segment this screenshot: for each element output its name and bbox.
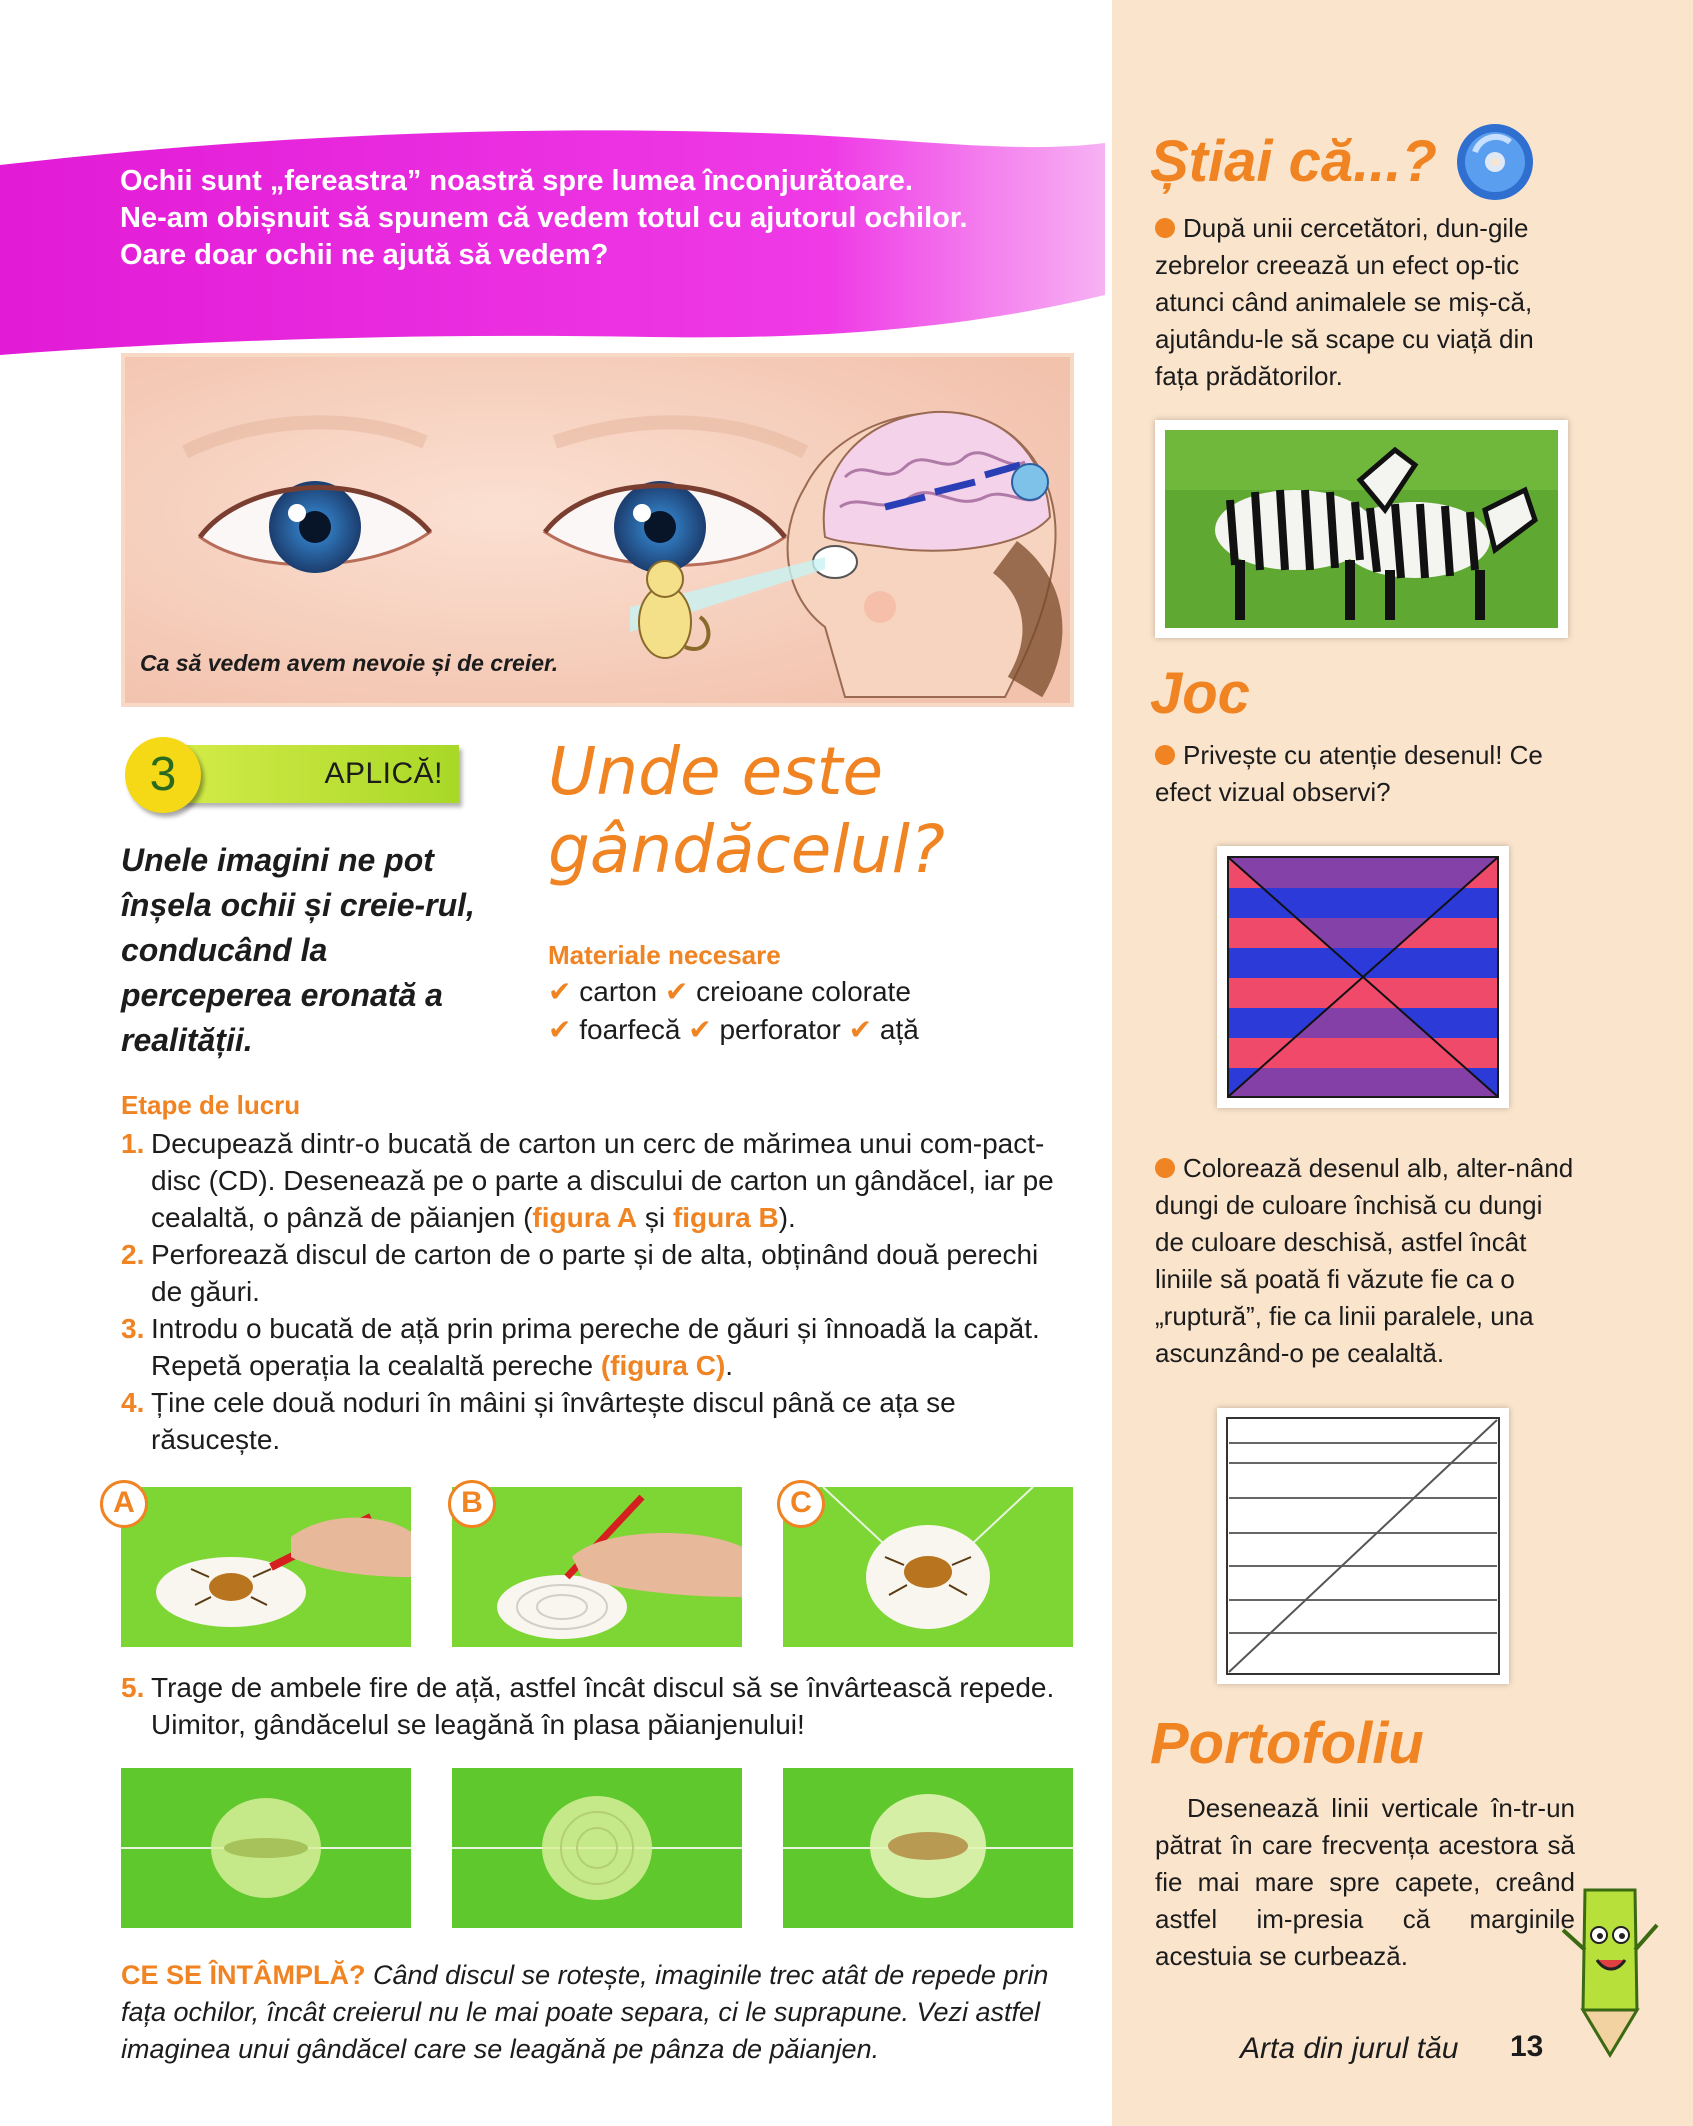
steps-title: Etape de lucru (121, 1090, 301, 1120)
figure-c-picture (783, 1487, 1073, 1647)
step-text: Ține cele două noduri în mâini și învârtește discul până ce ața se răsucește. (151, 1387, 956, 1455)
joc-text (1155, 737, 1575, 811)
step-number: 4. (121, 1387, 145, 1418)
illusion-lines-picture (1217, 1408, 1509, 1684)
figure-c-badge: C (777, 1480, 825, 1528)
stiai-paragraph: După unii cercetători, dun-gile zebrelor creează un efect op-tic atunci când animalele se miș-că, ajutându-le să scape cu viață din fața prădătorilor. (1155, 213, 1534, 391)
materials-line-2 (548, 1013, 919, 1046)
figure-a-ref: figura A (532, 1202, 638, 1233)
stiai-text (1155, 210, 1575, 395)
joc-heading: Joc (1150, 661, 1250, 726)
joc-paragraph-2: Colorează desenul alb, alter-nând dungi de culoare închisă cu dungi de culoare deschisă, astfel încât liniile să poată fi văzute fie ca o „ruptură”, fie ca linii paralele, una ascunzând-o pe cealaltă. (1155, 1153, 1574, 1368)
pencil-mascot-icon (1555, 1880, 1665, 2060)
zebra-picture (1155, 420, 1568, 638)
portofoliu-heading: Portofoliu (1150, 1711, 1424, 1776)
materials-line-1 (548, 975, 911, 1008)
spinning-picture-1 (121, 1768, 411, 1928)
activity-title (548, 733, 1068, 889)
spinning-photo-1 (121, 1768, 411, 1928)
banner-line: Ochii sunt „fereastra” noastră spre lumea înconjurătoare. (120, 165, 913, 197)
what-happens-text: Când discul se rotește, imaginile trec atât de repede prin fața ochilor, încât creierul nu le mai poate separa, ci le suprapune. Vezi astfel imaginea unui gândăcel care se leagănă pe pânza de păianjen. (121, 1960, 1049, 2064)
bullet-icon (1155, 1158, 1175, 1178)
intro-paragraph: Unele imagini ne pot înșela ochii și creie-rul, conducând la perceperea eronată a realității. (121, 842, 475, 1058)
spinning-picture-3 (783, 1768, 1073, 1928)
step-number: 3. (121, 1313, 145, 1344)
step-text: Perforează discul de carton de o parte și de alta, obținând două perechi de găuri. (151, 1239, 1039, 1307)
intro-banner-text (120, 163, 1050, 274)
optical-illusion-blank (1217, 1408, 1509, 1684)
check-icon: ✔ (688, 1014, 712, 1045)
illustration-caption: Ca să vedem avem nevoie și de creier. (140, 650, 559, 676)
step-text-part: Decupează dintr-o bucată de carton un cerc de mărimea unui com-pact-disc (CD). Desenează pe o parte a discului de carton un gândăcel, iar pe cealaltă, o pânză de păianjen ( (151, 1128, 1054, 1233)
spinning-picture-2 (452, 1768, 742, 1928)
joc-paragraph: Privește cu atenție desenul! Ce efect vizual observi? (1155, 740, 1543, 807)
material-item: creioane colorate (696, 976, 911, 1007)
step-number: 1. (121, 1128, 145, 1159)
step-text (151, 1310, 1071, 1384)
activity-title-line: Unde este (548, 733, 884, 810)
aplica-number: 3 (125, 737, 201, 813)
cd-icon (1455, 122, 1535, 202)
step-number: 5. (121, 1672, 145, 1703)
figure-b-photo (452, 1487, 742, 1647)
optical-illusion-colored (1217, 846, 1509, 1108)
step-text-part: ). (778, 1202, 796, 1233)
step-text-part: Introdu o bucată de ață prin prima pereche de găuri și înnoadă la capăt. Repetă operația la cealaltă pereche (151, 1313, 1040, 1381)
material-item: perforator (719, 1014, 841, 1045)
step-number: 2. (121, 1239, 145, 1270)
banner-line: Oare doar ochii ne ajută să vedem? (120, 239, 609, 271)
activity-title-line: gândăcelul? (548, 811, 945, 888)
check-icon: ✔ (548, 1014, 572, 1045)
step-text-part: și (637, 1202, 673, 1233)
footer-book-title: Arta din jurul tău (1240, 2032, 1459, 2065)
material-item: ață (879, 1014, 919, 1045)
aplica-header (125, 737, 465, 811)
check-icon: ✔ (848, 1014, 873, 1045)
zebra-photo (1155, 420, 1568, 638)
bullet-icon (1155, 745, 1175, 765)
check-icon: ✔ (548, 976, 572, 1007)
figure-a-photo (121, 1487, 411, 1647)
spinning-photo-3 (783, 1768, 1073, 1928)
step-text: Trage de ambele fire de ață, astfel încât discul să se învârtească repede. Uimitor, gândăcelul se leagănă în plasa păianjenului! (151, 1672, 1055, 1740)
step-3 (121, 1310, 1081, 1384)
step-1 (121, 1125, 1081, 1236)
figure-a-picture (121, 1487, 411, 1647)
what-happens-label: CE SE ÎNTÂMPLĂ? (121, 1960, 366, 1990)
figure-b-ref: figura B (672, 1202, 779, 1233)
step-text-part: . (725, 1350, 734, 1381)
bullet-icon (1155, 218, 1175, 238)
banner-line: Ne-am obișnuit să spunem că vedem totul cu ajutorul ochilor. (120, 202, 968, 234)
page-number: 13 (1510, 2030, 1544, 2063)
step-2 (121, 1236, 1081, 1310)
step-text (151, 1125, 1071, 1236)
portofoliu-text: Desenează linii verticale în-tr-un pătrat în care frecvența acestora să fie mai mare spre capete, creând astfel im-presia că marginile acestuia se curbează. (1155, 1793, 1575, 1971)
aplica-bar (159, 745, 459, 803)
spinning-photo-2 (452, 1768, 742, 1928)
figure-b-badge: B (448, 1480, 496, 1528)
check-icon: ✔ (664, 976, 689, 1007)
materials-title: Materiale necesare (548, 940, 781, 970)
figure-a-badge: A (100, 1480, 148, 1528)
figure-c-photo (783, 1487, 1073, 1647)
material-item: foarfecă (579, 1014, 681, 1045)
illusion-stripes-picture (1217, 846, 1509, 1108)
aplica-label: APLICĂ! (324, 757, 443, 790)
joc-text-2 (1155, 1150, 1575, 1372)
step-4 (121, 1384, 1081, 1458)
step-5 (121, 1669, 1081, 1743)
figure-c-ref: (figura C) (600, 1350, 726, 1381)
stiai-heading: Știai că...? (1150, 129, 1437, 194)
material-item: carton (579, 976, 658, 1007)
what-happens (121, 1957, 1081, 2068)
figure-b-picture (452, 1487, 742, 1647)
